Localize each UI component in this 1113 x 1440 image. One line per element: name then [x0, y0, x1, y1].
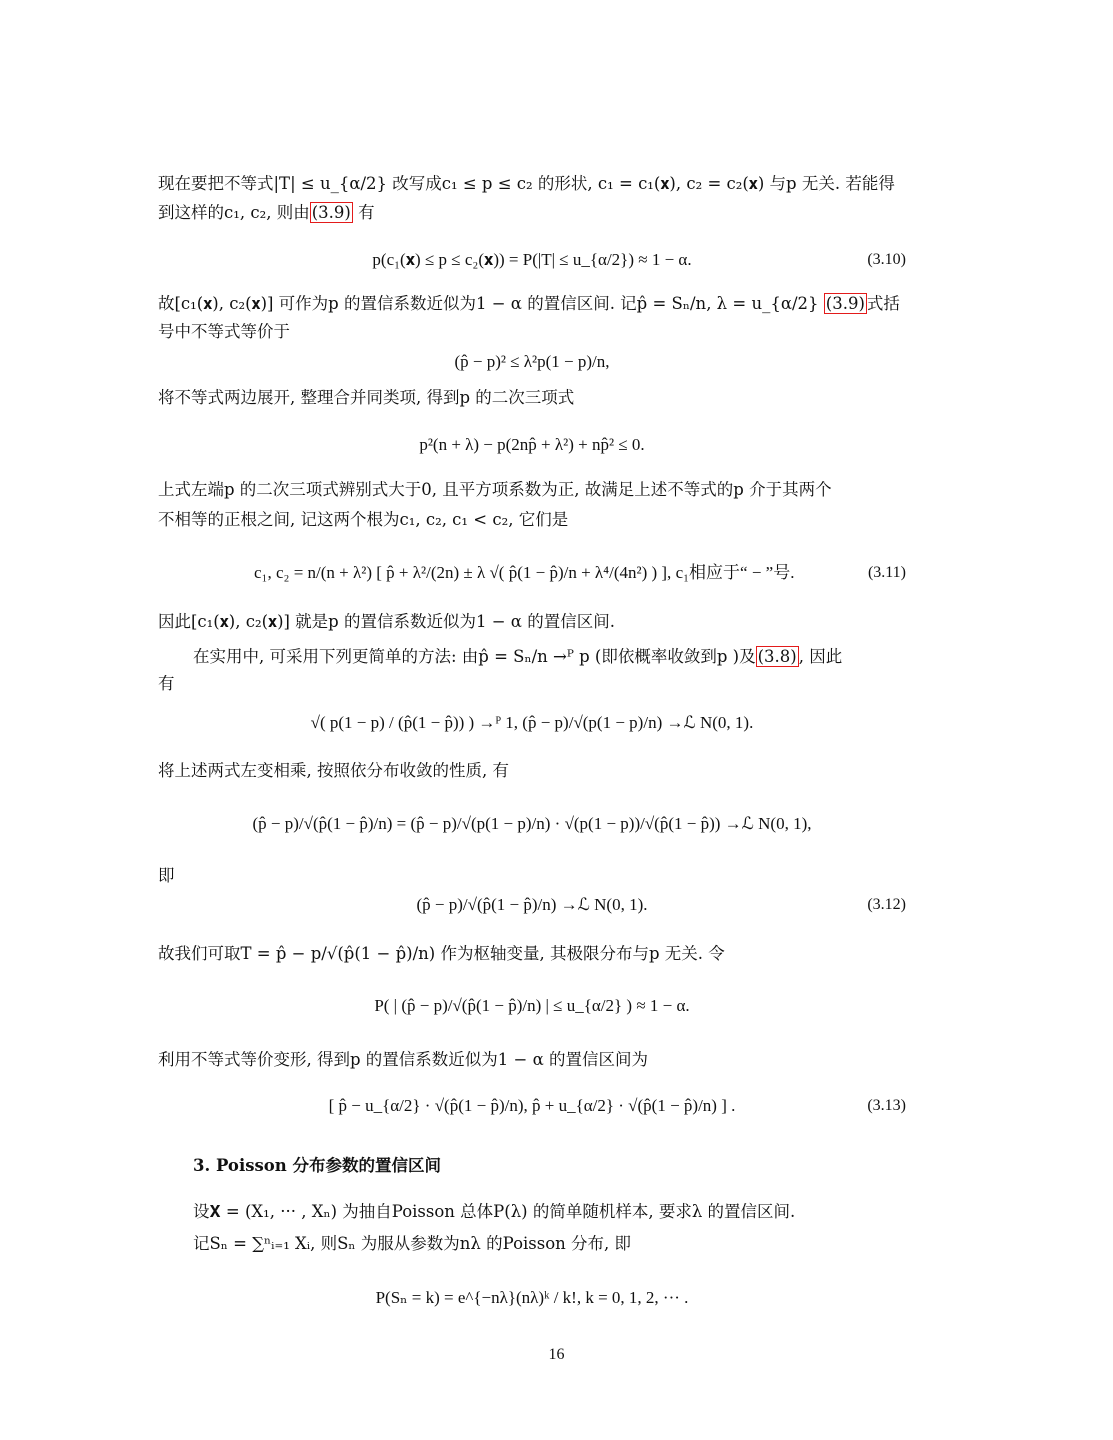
- equation-number: (3.12): [867, 896, 906, 913]
- equation-note: c₁相应于“ − ”号.: [675, 563, 795, 582]
- paragraph-line: 号中不等式等价于: [158, 322, 290, 341]
- equation-limits: √( p(1 − p) / (p̂(1 − p̂)) ) →ᴾ 1, (p̂ − p)/√(p(1 − p)/n) →ℒ N(0, 1).: [310, 713, 754, 732]
- paragraph-line: 现在要把不等式|T| ≤ u_{α/2} 改写成c₁ ≤ p ≤ c₂ 的形状, c₁ = c₁(𝐱), c₂ = c₂(𝐱) 与p 无关. 若能得: [158, 174, 895, 193]
- paragraph-line: 上式左端p 的二次三项式辨别式大于0, 且平方项系数为正, 故满足上述不等式的p 介于其两个: [158, 480, 832, 499]
- text-span: 故[c₁(𝐱), c₂(𝐱)] 可作为p 的置信系数近似为1 − α 的置信区间. 记p̂ = Sₙ/n, λ = u_{α/2}: [158, 294, 824, 313]
- equation-probability: P( | (p̂ − p)/√(p̂(1 − p̂)/n) | ≤ u_{α/2} ) ≈ 1 − α.: [374, 996, 690, 1015]
- paragraph-line: 故我们可取T = p̂ − p/√(p̂(1 − p̂)/n) 作为枢轴变量, 其极限分布与p 无关. 令: [158, 944, 725, 963]
- text-span: 有: [352, 203, 375, 222]
- paragraph-line: 设𝐗 = (X₁, ··· , Xₙ) 为抽自Poisson 总体P(λ) 的简单随机样本, 要求λ 的置信区间.: [193, 1202, 796, 1221]
- paragraph-line: 不相等的正根之间, 记这两个根为c₁, c₂, c₁ < c₂, 它们是: [158, 510, 569, 529]
- paragraph-line: 即: [158, 866, 175, 885]
- text-span: 到这样的c₁, c₂, 则由: [158, 203, 310, 222]
- text-span: 在实用中, 可采用下列更简单的方法: 由p̂ = Sₙ/n →ᴾ p (即依概率收敛到p )及: [193, 647, 756, 666]
- formula: c₁, c₂ = n/(n + λ²) [ p̂ + λ²/(2n) ± λ √( p̂(1 − p̂)/n + λ⁴/(4n²) ) ],: [254, 563, 672, 582]
- paragraph-line: [193, 645, 906, 669]
- page-number: 16: [548, 1346, 565, 1363]
- equation-3-12: (p̂ − p)/√(p̂(1 − p̂)/n) →ℒ N(0, 1).: [416, 895, 648, 914]
- equation-poisson: P(Sₙ = k) = e^{−nλ}(nλ)ᵏ / k!, k = 0, 1, 2, ··· .: [375, 1288, 689, 1307]
- paragraph-line: 有: [158, 674, 175, 693]
- equation-number: (3.11): [867, 564, 906, 581]
- equation-reference-link[interactable]: (3.8): [757, 647, 797, 666]
- paragraph-line: 将不等式两边展开, 整理合并同类项, 得到p 的二次三项式: [158, 388, 575, 407]
- equation-quadratic: p²(n + λ) − p(2np̂ + λ²) + np̂² ≤ 0.: [419, 435, 645, 454]
- equation-reference-link[interactable]: (3.9): [311, 203, 351, 222]
- equation-3-11: [158, 561, 834, 585]
- text-span: 式括: [866, 294, 900, 313]
- equation-3-13: [ p̂ − u_{α/2} · √(p̂(1 − p̂)/n), p̂ + u_{α/2} · √(p̂(1 − p̂)/n) ] .: [328, 1096, 736, 1115]
- paragraph-line: [158, 201, 906, 225]
- equation-product: (p̂ − p)/√(p̂(1 − p̂)/n) = (p̂ − p)/√(p(1 − p)/n) · √(p(1 − p))/√(p̂(1 − p̂)) →ℒ N(0, 1),: [252, 814, 812, 833]
- equation-3-10: p(c₁(𝐱) ≤ p ≤ c₂(𝐱)) = P(|T| ≤ u_{α/2}) ≈ 1 − α.: [372, 250, 692, 269]
- paragraph-line: 将上述两式左变相乘, 按照依分布收敛的性质, 有: [158, 761, 509, 780]
- section-heading: 3. Poisson 分布参数的置信区间: [193, 1156, 442, 1175]
- paragraph-line: [158, 292, 906, 316]
- equation-number: (3.10): [867, 251, 906, 268]
- paragraph-line: 因此[c₁(𝐱), c₂(𝐱)] 就是p 的置信系数近似为1 − α 的置信区间.: [158, 612, 615, 631]
- equation-number: (3.13): [867, 1097, 906, 1114]
- text-span: , 因此: [798, 647, 843, 666]
- paragraph-line: 利用不等式等价变形, 得到p 的置信系数近似为1 − α 的置信区间为: [158, 1050, 648, 1069]
- equation-inequality: (p̂ − p)² ≤ λ²p(1 − p)/n,: [454, 352, 610, 371]
- equation-reference-link[interactable]: (3.9): [825, 294, 865, 313]
- paragraph-line: 记Sₙ = ∑ⁿᵢ₌₁ Xᵢ, 则Sₙ 为服从参数为nλ 的Poisson 分布, 即: [193, 1234, 632, 1253]
